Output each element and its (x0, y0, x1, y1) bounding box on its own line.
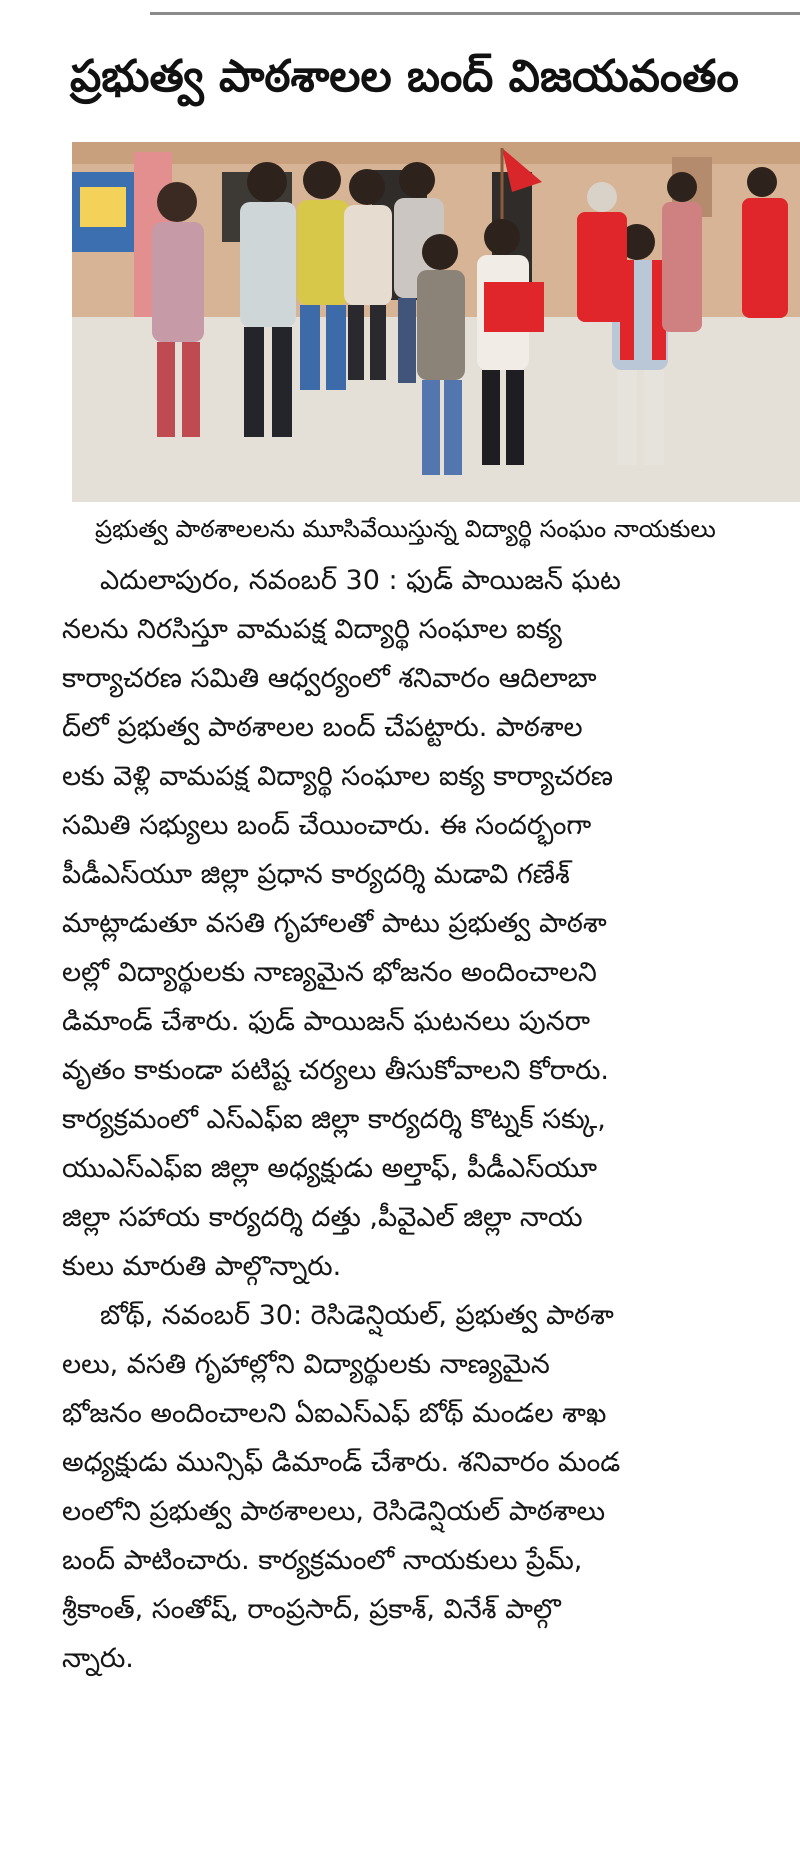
article-body (62, 556, 800, 1683)
article-line: డిమాండ్ చేశారు. ఫుడ్ పాయిజన్ ఘటనలు పునరా (62, 1006, 590, 1037)
article-line: మాట్లాడుతూ వసతి గృహాలతో పాటు ప్రభుత్వ పాఠశా (62, 908, 607, 939)
article-line: ఎదులాపురం, నవంబర్ 30 : ఫుడ్ పాయిజన్ ఘట (100, 565, 621, 596)
board-emblem (80, 187, 126, 227)
article-line: అధ్యక్షుడు మున్సిఫ్ డిమాండ్ చేశారు. శనివారం మండ (62, 1447, 621, 1478)
leader-background (577, 167, 788, 332)
article-line: యుఎస్‌ఎఫ్‌ఐ జిల్లా అధ్యక్షుడు అల్తాఫ్, పీడీఎస్‌యూ (62, 1153, 598, 1184)
article-line: నలను నిరసిస్తూ వామపక్ష విద్యార్థి సంఘాల ఐక్య (62, 614, 562, 645)
top-divider (150, 12, 800, 15)
article-paragraph-2 (62, 1291, 800, 1683)
article-line: న్నారు. (62, 1643, 134, 1674)
article-line: వృతం కాకుండా పటిష్ట చర్యలు తీసుకోవాలని కోరారు. (62, 1055, 609, 1086)
article-line: జిల్లా సహాయ కార్యదర్శి దత్తు ,పీవైఎల్ జిల్లా నాయ (62, 1202, 583, 1233)
article-headline: ప్రభుత్వ పాఠశాలల బంద్ విజయవంతం (70, 51, 739, 102)
article-line: కులు మారుతి పాల్గొన్నారు. (62, 1251, 342, 1282)
article-line: సమితి సభ్యులు బంద్ చేయించారు. ఈ సందర్భంగా (62, 810, 592, 841)
article-line: శ్రీకాంత్, సంతోష్, రాంప్రసాద్, ప్రకాశ్, వినేశ్ పాల్గొ (62, 1594, 561, 1625)
article-line: భోజనం అందించాలని ఏఐఎస్‌ఎఫ్ బోథ్ మండల శాఖ (62, 1398, 607, 1429)
article-line: లకు వెళ్లి వామపక్ష విద్యార్థి సంఘాల ఐక్య కార్యాచరణ (62, 761, 614, 792)
photo-caption: ప్రభుత్వ పాఠశాలలను మూసివేయిస్తున్న విద్యార్థి సంఘం నాయకులు (95, 515, 716, 543)
article-line: బోథ్, నవంబర్ 30: రెసిడెన్షియల్, ప్రభుత్వ పాఠశా (100, 1300, 614, 1331)
article-line: బంద్ పాటించారు. కార్యక్రమంలో నాయకులు ప్రేమ్, (62, 1545, 583, 1576)
article-line: లలు, వసతి గృహాల్లోని విద్యార్థులకు నాణ్యమైన (62, 1349, 550, 1380)
article-line: లల్లో విద్యార్థులకు నాణ్యమైన భోజనం అందించాలని (62, 957, 597, 988)
article-line: లంలోని ప్రభుత్వ పాఠశాలలు, రెసిడెన్షియల్ పాఠశాలు (62, 1496, 606, 1527)
article-line: కార్యక్రమంలో ఎస్‌ఎఫ్‌ఐ జిల్లా కార్యదర్శి కొట్నక్ సక్కు, (62, 1104, 606, 1135)
article-line: పీడీఎస్‌యూ జిల్లా ప్రధాన కార్యదర్శి మడావి గణేశ్ (62, 859, 570, 890)
news-photo (72, 142, 800, 502)
article-line: ద్‌లో ప్రభుత్వ పాఠశాలల బంద్ చేపట్టారు. పాఠశాల (62, 712, 583, 743)
news-photo-illustration (72, 142, 800, 502)
article-paragraph-1 (62, 556, 800, 1291)
article-line: కార్యాచరణ సమితి ఆధ్వర్యంలో శనివారం ఆదిలాబా (62, 663, 597, 694)
